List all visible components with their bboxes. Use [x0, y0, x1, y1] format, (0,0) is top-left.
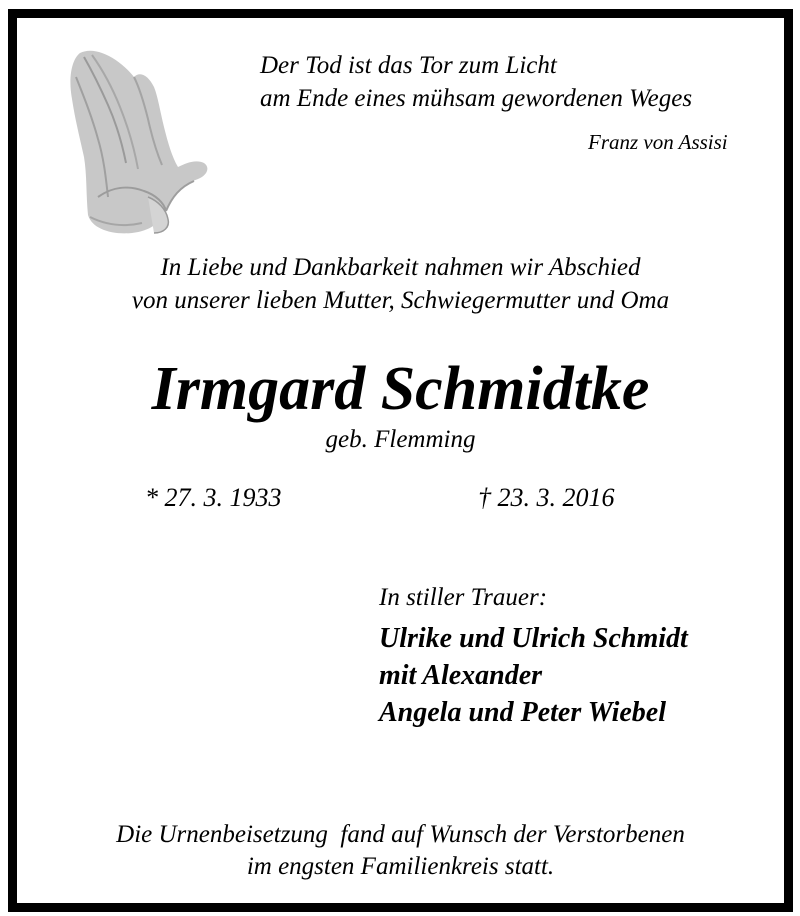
intro-line-1: In Liebe und Dankbarkeit nahmen wir Abschied [160, 254, 641, 281]
obituary-card [8, 9, 793, 912]
footer-line-2: im engsten Familienkreis statt. [246, 853, 555, 880]
mourner-name: Ulrike und Ulrich Schmidt [379, 623, 688, 654]
intro-line-2: von unserer lieben Mutter, Schwiegermutter und Oma [131, 287, 670, 314]
mourner-name: mit Alexander [379, 660, 543, 691]
quote-line-1: Der Tod ist das Tor zum Licht [260, 52, 557, 79]
quote-author: Franz von Assisi [588, 130, 728, 154]
deceased-name: Irmgard Schmidtke [151, 355, 650, 423]
mourner-name: Angela und Peter Wiebel [379, 697, 666, 728]
maiden-name: geb. Flemming [325, 426, 476, 453]
death-date: † 23. 3. 2016 [478, 483, 615, 512]
footer-line-1: Die Urnenbeisetzung fand auf Wunsch der Verstorbenen [116, 821, 685, 848]
quote-line-2: am Ende eines mühsam gewordenen Weges [260, 85, 693, 112]
birth-date: * 27. 3. 1933 [145, 483, 282, 512]
mourning-heading: In stiller Trauer: [379, 584, 548, 611]
praying-hands-icon [62, 47, 212, 237]
